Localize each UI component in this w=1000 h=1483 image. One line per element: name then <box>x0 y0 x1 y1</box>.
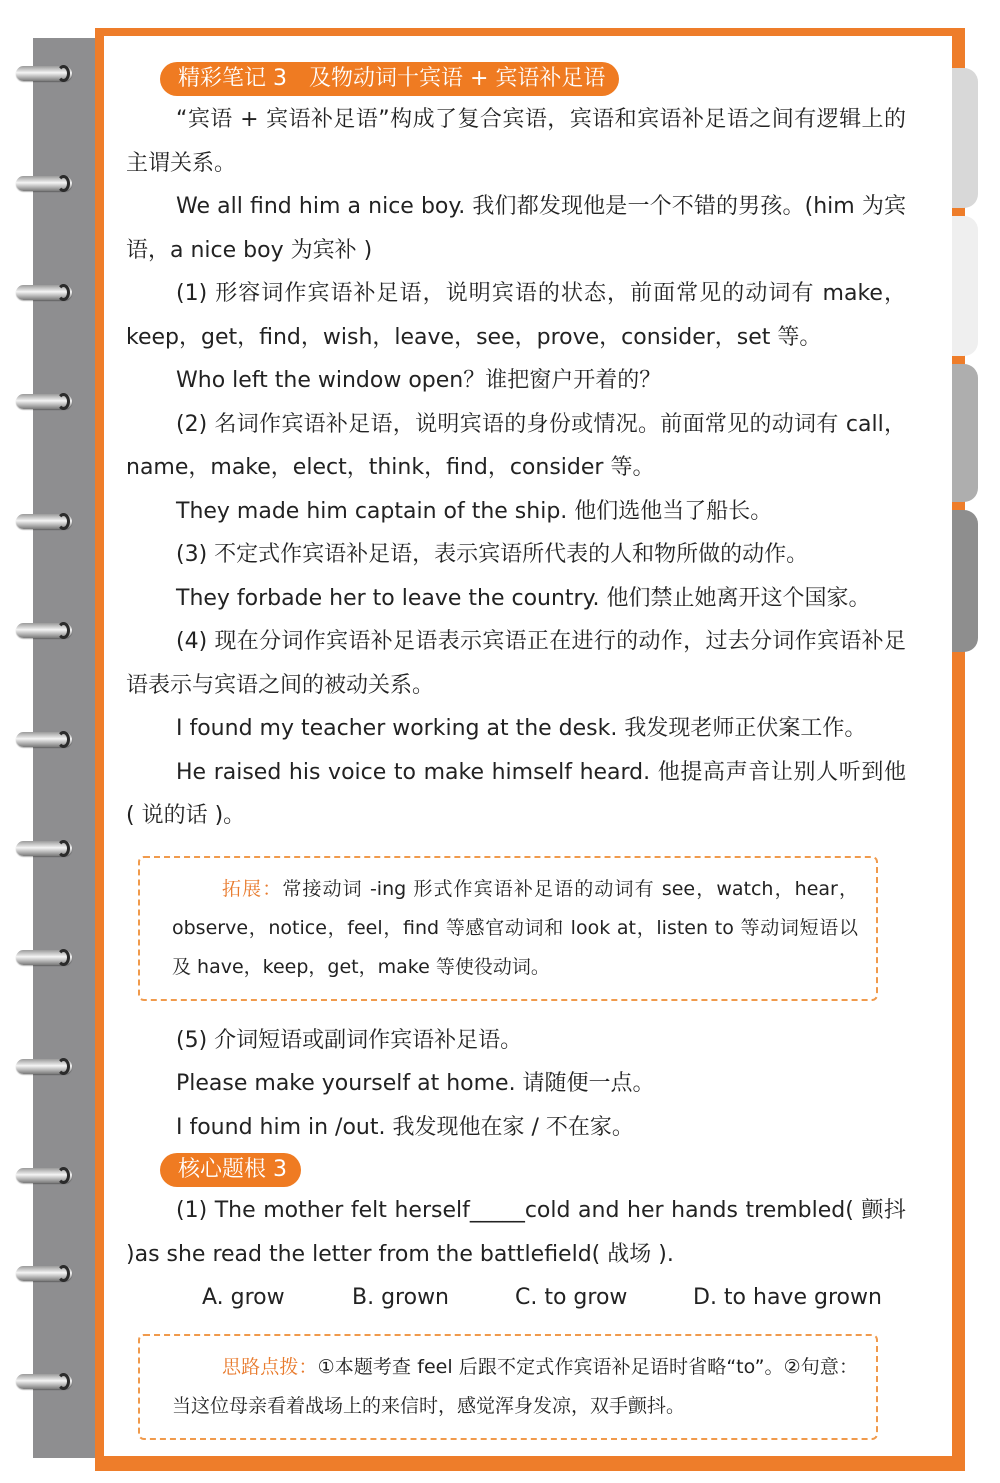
example-1: Who left the window open？谁把窗户开着的？ <box>176 368 662 393</box>
binder-ring <box>16 1168 72 1183</box>
binder-ring <box>16 841 72 856</box>
binder-ring <box>16 394 72 409</box>
index-tab[interactable] <box>952 364 978 502</box>
rule-2: (2) 名词作宾语补足语，说明宾语的身份或情况。前面常见的动词有 call，name，make，elect，think，find，consider 等。 <box>126 411 906 480</box>
index-tab[interactable] <box>952 216 978 356</box>
hint-box <box>138 1334 878 1440</box>
extension-box <box>138 856 878 1001</box>
example-4a: I found my teacher working at the desk. 我发现老师正伏案工作。 <box>176 716 867 741</box>
binder-spine <box>33 38 95 1458</box>
example-5b: I found him in /out. 我发现他在家 / 不在家。 <box>176 1114 634 1140</box>
option-d[interactable]: D. to have grown <box>693 1285 882 1310</box>
intro-paragraph: “宾语 + 宾语补足语”构成了复合宾语，宾语和宾语补足语之间有逻辑上的主谓关系。 <box>126 107 906 176</box>
hint-label: 思路点拨： <box>222 1356 318 1378</box>
rule-4: (4) 现在分词作宾语补足语表示宾语正在进行的动作，过去分词作宾语补足语表示与宾语之间的被动关系。 <box>126 629 906 698</box>
hint-paragraph <box>172 1348 858 1426</box>
rule-5: (5) 介词短语或副词作宾语补足语。 <box>176 1027 523 1053</box>
index-tab[interactable] <box>952 510 978 652</box>
example-3: They forbade her to leave the country. 他们禁止她离开这个国家。 <box>176 585 871 611</box>
binder-ring <box>16 285 72 300</box>
note-content <box>126 62 906 1458</box>
option-a[interactable]: A. grow <box>202 1285 285 1310</box>
extension-label: 拓展： <box>222 877 283 900</box>
example-4b: He raised his voice to make himself heard. 他提高声音让别人听到他 ( 说的话 )。 <box>126 759 906 828</box>
hint-text: ①本题考查 feel 后跟不定式作宾语补足语时省略“to”。②句意：当这位母亲看着战场上的来信时，感觉浑身发凉，双手颤抖。 <box>172 1356 858 1417</box>
index-tab[interactable] <box>952 68 978 208</box>
extension-text: 常接动词 -ing 形式作宾语补足语的动词有 see，watch，hear，observe，notice，feel，find 等感官动词和 look at，listen to 等动词短语以及 have，keep，get，make 等使役动词。 <box>172 877 858 978</box>
question-stem: (1) The mother felt herself_____cold and her hands trembled( 颤抖 )as she read the letter from the battlefield( 战场 ). <box>126 1198 906 1267</box>
binder-ring <box>16 1374 72 1389</box>
binder-ring <box>16 732 72 747</box>
example-5a: Please make yourself at home. 请随便一点。 <box>176 1071 655 1096</box>
rule-3: (3) 不定式作宾语补足语，表示宾语所代表的人和物所做的动作。 <box>176 542 809 567</box>
rule-1: (1) 形容词作宾语补足语，说明宾语的状态，前面常见的动词有 make，keep，get，find，wish，leave，see，prove，consider，set 等。 <box>126 281 906 350</box>
binder-ring <box>16 176 72 191</box>
option-c[interactable]: C. to grow <box>515 1285 628 1310</box>
binder-ring <box>16 66 72 81</box>
core-question-title: 核心题根 3 <box>160 1153 301 1187</box>
example-2: They made him captain of the ship. 他们选他当了船长。 <box>176 498 773 524</box>
binder-ring <box>16 514 72 529</box>
binder-ring <box>16 950 72 965</box>
section-title: 精彩笔记 3 及物动词十宾语 + 宾语补足语 <box>160 62 619 96</box>
option-b[interactable]: B. grown <box>352 1285 450 1310</box>
extension-paragraph <box>172 870 858 987</box>
binder-ring <box>16 1059 72 1074</box>
answer-options <box>126 1276 906 1320</box>
example-main: We all find him a nice boy. 我们都发现他是一个不错的男孩。(him 为宾语，a nice boy 为宾补 ) <box>126 194 906 263</box>
binder-ring <box>16 623 72 638</box>
binder-ring <box>16 1266 72 1281</box>
